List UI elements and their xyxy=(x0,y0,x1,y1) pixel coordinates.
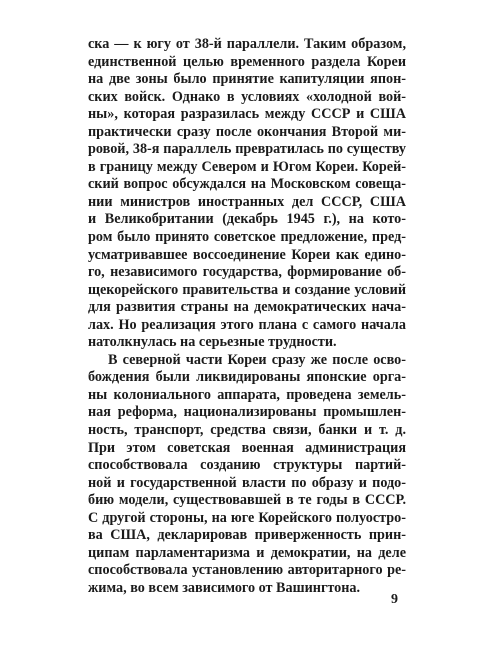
text-line: способствовала созданию структуры партий- xyxy=(88,457,406,474)
paragraph-2 xyxy=(88,352,406,598)
text-line: и Великобритании (декабрь 1945 г.), на кото- xyxy=(88,211,406,228)
text-line: ва США, декларировав приверженность прин- xyxy=(88,527,406,544)
text-line: ский вопрос обсуждался на Московском совеща- xyxy=(88,176,406,193)
text-line: ны колониального аппарата, проведена земель- xyxy=(88,386,406,403)
paragraph-1 xyxy=(88,36,406,352)
text-line: натолкнулась на серьезные трудности. xyxy=(88,334,337,351)
text-line: При этом советская военная администрация xyxy=(88,439,406,456)
text-line: С другой стороны, на юге Корейского полуостро- xyxy=(88,509,406,526)
text-line: нии министров иностранных дел СССР, США xyxy=(88,193,406,210)
text-line: ность, транспорт, средства связи, банки и т. д. xyxy=(88,422,406,439)
text-line: бождения были ликвидированы японские орга- xyxy=(88,369,406,386)
text-line: ска — к югу от 38-й параллели. Таким образом, xyxy=(88,36,406,52)
text-line: практически сразу после окончания Второй ми- xyxy=(88,123,406,140)
text-line: жима, во всем зависимого от Вашингтона. xyxy=(88,579,361,596)
text-line: бию модели, существовавшей в те годы в СССР. xyxy=(88,492,406,509)
text-line: го, независимого государства, формирование об- xyxy=(88,264,406,281)
text-line: ских войск. Однако в условиях «холодной вой- xyxy=(88,88,406,105)
text-line: для развития страны на демократических нача- xyxy=(88,299,406,316)
text-line: в границу между Севером и Югом Кореи. Корей- xyxy=(88,158,406,175)
text-line: ны», которая разразилась между СССР и США xyxy=(88,106,406,123)
body-text xyxy=(88,36,406,598)
text-line: ровой, 38-я параллель превратилась по существу xyxy=(88,141,406,158)
text-line: В северной части Кореи сразу же после осво- xyxy=(108,351,406,368)
text-line: щекорейского правительства и создание условий xyxy=(88,281,406,298)
text-line: ной и государственной власти по образу и подо- xyxy=(88,474,406,491)
text-line: на две зоны было принятие капитуляции япон- xyxy=(88,71,406,88)
text-line: ципам парламентаризма и демократии, на деле xyxy=(88,544,406,561)
text-line: ная реформа, национализированы промышлен- xyxy=(88,404,406,421)
text-line: единственной целью временного раздела Кореи xyxy=(88,53,406,70)
text-line: лах. Но реализация этого плана с самого начала xyxy=(88,316,406,333)
text-line: усматривавшее воссоединение Кореи как едино- xyxy=(88,246,406,263)
text-line: ром было принято советское предложение, пред- xyxy=(88,229,406,246)
text-line: способствовала установлению авторитарного ре- xyxy=(88,562,406,579)
page-number: 9 xyxy=(391,592,398,607)
